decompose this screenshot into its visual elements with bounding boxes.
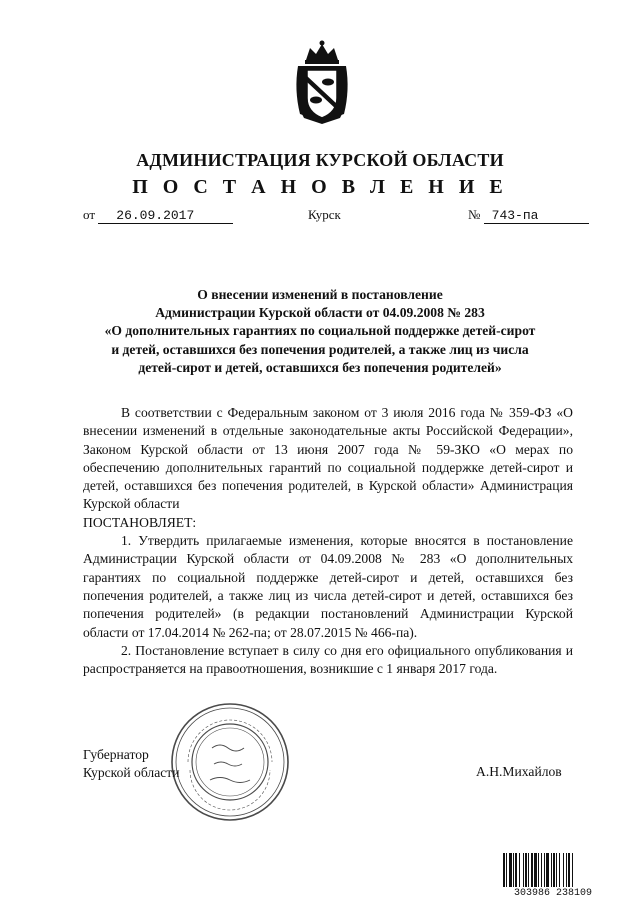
official-seal-icon xyxy=(168,700,292,824)
document-title xyxy=(70,286,570,377)
resolves-heading: ПОСТАНОВЛЯЕТ: xyxy=(83,514,197,530)
signer-position-line: Курской области xyxy=(83,765,180,780)
preamble-paragraph: В соответствии с Федеральным законом от 3 июля 2016 года № 359-ФЗ «О внесении изменений в отдельные законодательные акты Российской Федерации», Законом Курской области от 13 июня 2007 года № 59-ЗКО «О мерах по обеспечению дополнительных гарантий по социальной поддержке детей-сирот и детей, оставшихся без попечения родителей, в Курской области» Администрация Курской области xyxy=(83,405,573,512)
date-value: 26.09.2017 xyxy=(98,208,233,224)
title-line: Администрации Курской области от 04.09.2008 № 283 xyxy=(155,305,485,321)
document-type: П О С Т А Н О В Л Е Н И Е xyxy=(132,176,508,198)
signer-name: А.Н.Михайлов xyxy=(476,764,562,779)
signer-position-line: Губернатор xyxy=(83,747,149,762)
document-number xyxy=(468,207,589,224)
signer-position xyxy=(83,746,180,782)
item-paragraph-2: 2. Постановление вступает в силу со дня его официального опубликования и распространяется на правоотношения, возникшие с 1 января 2017 года. xyxy=(83,642,573,677)
item-paragraph-1: 1. Утвердить прилагаемые изменения, которые вносятся в постановление Администрации Курской области от 04.09.2008 № 283 «О дополнительных гарантиях по социальной поддержке детей-сирот и детей, оставшихся без попечения родителей, а также лиц из числа детей-сирот и детей, оставшихся без попечения родителей» (в редакции постановлений Администрации Курской области от 17.04.2014 № 262-па; от 28.07.2015 № 466-па). xyxy=(83,533,573,640)
document-date xyxy=(83,207,233,224)
barcode-number: 303986 238109 xyxy=(500,887,606,901)
title-line: «О дополнительных гарантиях по социальной поддержке детей-сирот xyxy=(104,323,536,339)
title-line: О внесении изменений в постановление xyxy=(197,287,443,302)
organization-name: АДМИНИСТРАЦИЯ КУРСКОЙ ОБЛАСТИ xyxy=(136,150,504,170)
number-prefix: № xyxy=(468,207,481,222)
document-city: Курск xyxy=(308,207,341,222)
coat-of-arms-icon xyxy=(292,40,352,124)
number-value: 743-па xyxy=(484,208,589,224)
title-line: детей-сирот и детей, оставшихся без попечения родителей» xyxy=(138,359,502,375)
title-line: и детей, оставшихся без попечения родителей, а также лиц из числа xyxy=(111,341,529,357)
date-prefix: от xyxy=(83,207,96,222)
document-body xyxy=(83,404,573,678)
